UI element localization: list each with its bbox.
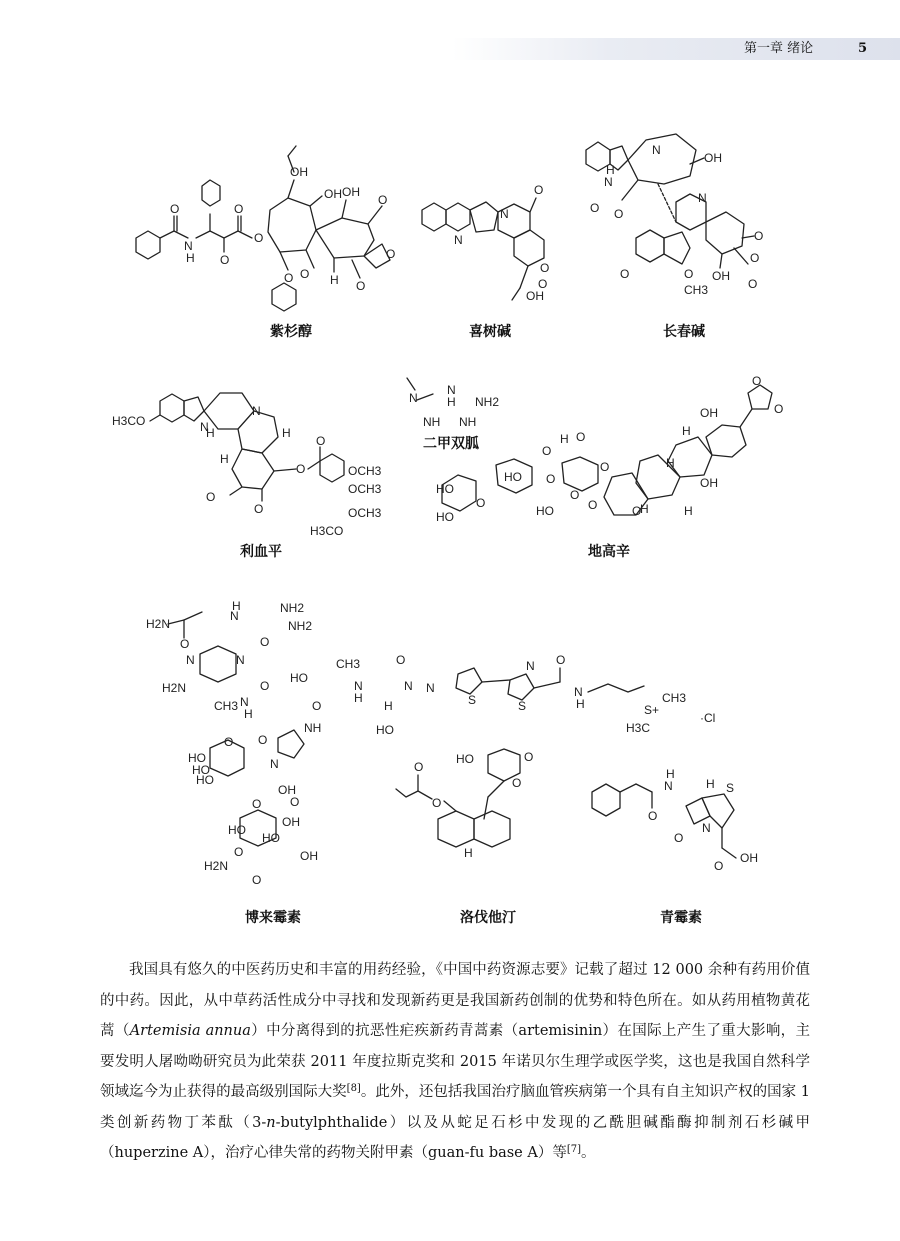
atom-label: OCH3: [348, 482, 382, 496]
atom-label: O: [600, 460, 610, 474]
atom-label: O: [170, 202, 180, 216]
caption-penicillin: 青霉素: [660, 910, 702, 926]
atom-label: CH3: [336, 657, 361, 671]
atom-label: O: [534, 183, 544, 197]
caption-metformin: 二甲双胍: [423, 436, 479, 452]
atom-label: CH3: [662, 691, 687, 705]
atom-label: OH: [704, 151, 722, 165]
atom-label: N: [702, 821, 711, 835]
atom-label: O: [234, 202, 244, 216]
atom-label: H: [682, 424, 691, 438]
atom-label: O: [254, 502, 264, 516]
atom-label: HO: [290, 671, 308, 685]
atom-label: OH: [300, 849, 318, 863]
atom-label: N: [240, 695, 249, 709]
atom-label: O: [540, 261, 550, 275]
atom-label: O: [260, 679, 270, 693]
atom-label: O: [180, 637, 190, 651]
atom-label: O: [258, 733, 268, 747]
atom-label: S+: [644, 703, 660, 717]
atom-label: HO: [536, 504, 554, 518]
penicillin-structure: [590, 767, 780, 880]
atom-label: S: [726, 781, 735, 795]
atom-label: H: [220, 452, 229, 466]
atom-label: OH: [700, 406, 718, 420]
atom-label: O: [542, 444, 552, 458]
atom-label: OH: [526, 289, 544, 303]
camptothecin-structure: [412, 180, 562, 315]
caption-vinblastine: 长春碱: [663, 324, 705, 340]
atom-label: N: [526, 659, 535, 673]
atom-label: H3CO: [310, 524, 344, 538]
atom-label: O: [378, 193, 388, 207]
atom-label: N: [574, 685, 583, 699]
paragraph: [100, 955, 810, 1169]
atom-label: OCH3: [348, 464, 382, 478]
atom-label: O: [774, 402, 784, 416]
atom-label: HO: [188, 751, 206, 765]
vinblastine-structure: [586, 128, 806, 318]
atom-label: H: [330, 273, 339, 287]
atom-label: CH3: [214, 699, 239, 713]
caption-lovastatin: 洛伐他汀: [460, 910, 516, 926]
atom-label: H: [560, 432, 569, 446]
header-bar: [452, 38, 900, 60]
atom-label: N: [230, 609, 239, 623]
atom-label: O: [588, 498, 598, 512]
atom-label: H: [666, 767, 675, 781]
atom-label: N: [664, 779, 673, 793]
atom-label: O: [252, 873, 262, 887]
atom-label: NH2: [280, 601, 305, 615]
atom-label: OH: [342, 185, 360, 199]
atom-label: NH2: [475, 395, 500, 409]
atom-label: HO: [456, 752, 474, 766]
atom-label: O: [512, 776, 522, 790]
atom-label: O: [396, 653, 406, 667]
atom-label: H: [606, 163, 615, 177]
atom-label: N: [454, 233, 463, 247]
atom-label: O: [546, 472, 556, 486]
body-paragraph: [100, 955, 810, 1169]
atom-label: H: [282, 426, 291, 440]
paclitaxel-structure: [120, 140, 420, 315]
atom-label: O: [684, 267, 694, 281]
atom-label: N: [186, 653, 195, 667]
atom-label: O: [750, 251, 760, 265]
atom-label: O: [674, 831, 684, 845]
atom-label: N: [252, 404, 261, 418]
atom-label: O: [296, 462, 306, 476]
atom-label: N: [652, 143, 661, 157]
atom-label: O: [290, 795, 300, 809]
atom-label: OH: [712, 269, 730, 283]
atom-label: O: [254, 231, 264, 245]
atom-label: H: [666, 456, 675, 470]
atom-label: O: [414, 760, 424, 774]
atom-label: O: [234, 845, 244, 859]
atom-label: H2N: [146, 617, 171, 631]
reserpine-structure: [112, 375, 422, 540]
atom-label: O: [220, 253, 230, 267]
atom-label: N: [409, 391, 418, 405]
atom-label: O: [206, 490, 216, 504]
atom-label: NH2: [288, 619, 313, 633]
atom-label: S: [468, 693, 477, 707]
atom-label: N: [200, 420, 209, 434]
atom-label: H3C: [626, 721, 651, 735]
atom-label: O: [476, 496, 486, 510]
atom-label: HO: [262, 831, 280, 845]
atom-label: H: [447, 395, 456, 409]
atom-label: O: [570, 488, 580, 502]
lovastatin-structure: [396, 735, 571, 885]
atom-label: O: [524, 750, 534, 764]
atom-label: HO: [376, 723, 394, 737]
atom-label: H: [706, 777, 715, 791]
atom-label: H: [464, 846, 473, 860]
atom-label: CH3: [684, 283, 709, 297]
text-run: -butylphthalide）以及从蛇足石杉中发现的乙酰胆碱酯酶抑制剂石杉碱甲（huperzine A），治疗心律失常的药物关附甲素（guan-fu base A）等: [100, 1114, 811, 1161]
atom-label: N: [698, 191, 707, 205]
atom-label: N: [500, 207, 509, 221]
atom-label: H: [684, 504, 693, 518]
italic-n: n: [266, 1114, 276, 1131]
atom-label: O: [754, 229, 764, 243]
atom-label: O: [556, 653, 566, 667]
atom-label: H: [640, 502, 649, 516]
caption-digoxin: 地高辛: [588, 544, 630, 560]
atom-label: O: [284, 271, 294, 285]
atom-label: O: [260, 635, 270, 649]
atom-label: N: [270, 757, 279, 771]
chapter-title: 第一章 绪论: [744, 41, 814, 56]
atom-label: O: [748, 277, 758, 291]
atom-label: NH: [423, 415, 441, 429]
atom-label: O: [620, 267, 630, 281]
atom-label: OH: [278, 783, 296, 797]
atom-label: HO: [504, 470, 522, 484]
caption-bleomycin: 博来霉素: [245, 910, 301, 926]
atom-label: ·Cl: [700, 711, 716, 725]
atom-label: H: [384, 699, 393, 713]
atom-label: NH: [459, 415, 477, 429]
text-run: ）中分离得到的抗恶性疟疾新药青蒿素（artemisinin）在国际上产生了重大影响，主要发明人屠呦呦研究员为此荣获 2011 年度拉斯克奖和 2015 年诺贝尔生理学或医学奖，这也是我国自然科学领域迄今为止获得的最高级别国际大奖: [100, 1023, 811, 1100]
atom-label: N: [604, 175, 613, 189]
digoxin-structure: [436, 375, 806, 540]
atom-label: O: [224, 735, 234, 749]
latin-name: Artemisia annua: [129, 1023, 251, 1039]
atom-label: HO: [196, 773, 214, 787]
atom-label: HO: [436, 510, 454, 524]
text-run: 。此外，还包括我国治疗脑血管疾病第一个具有自主知识产权的国家 1 类创新药物丁苯酞（3-: [100, 1084, 810, 1131]
atom-label: N: [447, 383, 456, 397]
atom-label: N: [184, 239, 193, 253]
page-number: 5: [858, 41, 868, 56]
atom-label: NH: [304, 721, 322, 735]
atom-label: O: [252, 797, 262, 811]
atom-label: O: [648, 809, 658, 823]
atom-label: S: [518, 699, 527, 713]
atom-label: H: [186, 251, 195, 265]
citation-8: [8]: [346, 1083, 361, 1094]
atom-label: H: [206, 426, 215, 440]
atom-label: OH: [282, 815, 300, 829]
atom-label: HO: [228, 823, 246, 837]
atom-label: O: [590, 201, 600, 215]
text-run: 我国具有悠久的中医药历史和丰富的用药经验，《中国中药资源志要》记载了超过 12 000 余种有药用价值的中药。因此，从中草药活性成分中寻找和发现新药更是我国新药创制的优势和特色所在。如从药用植物黄花蒿（: [100, 962, 810, 1039]
text-run: 。: [581, 1145, 596, 1161]
atom-label: H: [232, 599, 241, 613]
atom-label: O: [312, 699, 322, 713]
atom-label: O: [614, 207, 624, 221]
atom-label: O: [432, 796, 442, 810]
atom-label: O: [632, 504, 642, 518]
atom-label: N: [354, 679, 363, 693]
atom-label: N: [236, 653, 245, 667]
atom-label: O: [576, 430, 586, 444]
atom-label: N: [404, 679, 413, 693]
atom-label: OH: [700, 476, 718, 490]
atom-label: O: [300, 267, 310, 281]
atom-label: H3CO: [112, 414, 146, 428]
atom-label: HO: [192, 763, 210, 777]
atom-label: HO: [436, 482, 454, 496]
atom-label: O: [386, 247, 396, 261]
atom-label: OH: [740, 851, 758, 865]
citation-7: [7]: [566, 1144, 582, 1155]
atom-label: O: [714, 859, 724, 873]
atom-label: H2N: [162, 681, 187, 695]
atom-label: OCH3: [348, 506, 382, 520]
atom-label: H: [244, 707, 253, 721]
atom-label: O: [752, 374, 762, 388]
caption-paclitaxel: 紫杉醇: [270, 324, 312, 340]
atom-label: H2N: [204, 859, 229, 873]
atom-label: O: [538, 277, 548, 291]
atom-label: H: [354, 691, 363, 705]
atom-label: O: [316, 434, 326, 448]
caption-reserpine: 利血平: [240, 544, 282, 560]
atom-label: OH: [324, 187, 342, 201]
atom-label: H: [576, 697, 585, 711]
caption-camptothecin: 喜树碱: [469, 324, 511, 340]
atom-label: O: [356, 279, 366, 293]
atom-label: N: [426, 681, 435, 695]
atom-label: OH: [290, 165, 308, 179]
